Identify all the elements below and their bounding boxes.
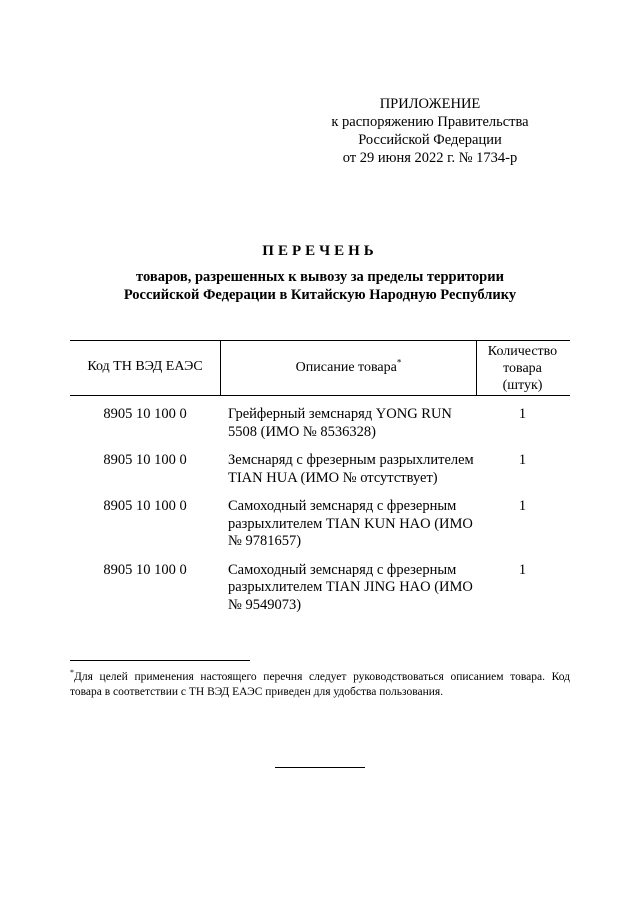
table-row [70,406,570,441]
row-code: 8905 10 100 0 [103,452,187,468]
appendix-label: ПРИЛОЖЕНИЕ [379,96,481,112]
row-quantity: 1 [518,561,527,578]
goods-table [70,340,570,625]
table-row [70,452,570,487]
subtitle-line-1: товаров, разрешенных к вывозу за пределы территории [136,269,504,285]
header-quantity-line-2: товара [503,361,542,376]
appendix-authority: Российской Федерации [358,132,502,148]
appendix-date-number: от 29 июня 2022 г. № 1734-р [342,150,518,166]
footnote-separator [70,660,250,661]
row-code: 8905 10 100 0 [103,498,187,514]
header-code: Код ТН ВЭД ЕАЭС [87,359,203,374]
document-title: ПЕРЕЧЕНЬ [262,243,378,259]
document-subtitle [0,268,640,304]
table-header [70,340,570,396]
table-body [70,406,570,614]
appendix-header [300,95,560,167]
row-quantity: 1 [518,498,527,514]
row-quantity: 1 [518,452,527,468]
row-description: Самоходный земснаряд с фрезерным разрыхлителем TIAN JING HAO (ИМО № 9549073) [228,561,473,613]
row-code: 8905 10 100 0 [103,561,187,578]
table-row [70,498,570,551]
row-quantity: 1 [518,406,527,422]
row-code: 8905 10 100 0 [103,406,187,422]
footnote-text: Для целей применения настоящего перечня следует руководствоваться описанием товара. Код товара в соответствии с ТН ВЭД ЕАЭС приведен для удобства пользования. [70,670,570,698]
table-row [70,562,570,615]
footnote-mark: * [396,357,402,368]
end-separator [275,767,365,768]
header-quantity [475,343,570,394]
footnote [70,665,570,700]
row-description: Земснаряд с фрезерным разрыхлителем TIAN HUA (ИМО № отсутствует) [228,452,474,486]
header-description-label: Описание товара [295,360,397,375]
header-quantity-line-1: Количество [487,344,558,359]
row-description: Грейферный земснаряд YONG RUN 5508 (ИМО № 8536328) [228,406,452,440]
subtitle-line-2: Российской Федерации в Китайскую Народную Республику [123,287,517,303]
appendix-reference: к распоряжению Правительства [331,114,529,130]
header-description [220,341,477,395]
row-description: Самоходный земснаряд с фрезерным разрыхлителем TIAN KUN HAO (ИМО № 9781657) [228,498,473,549]
footnote-marker: * [70,668,74,677]
header-quantity-line-3: (штук) [502,378,543,393]
